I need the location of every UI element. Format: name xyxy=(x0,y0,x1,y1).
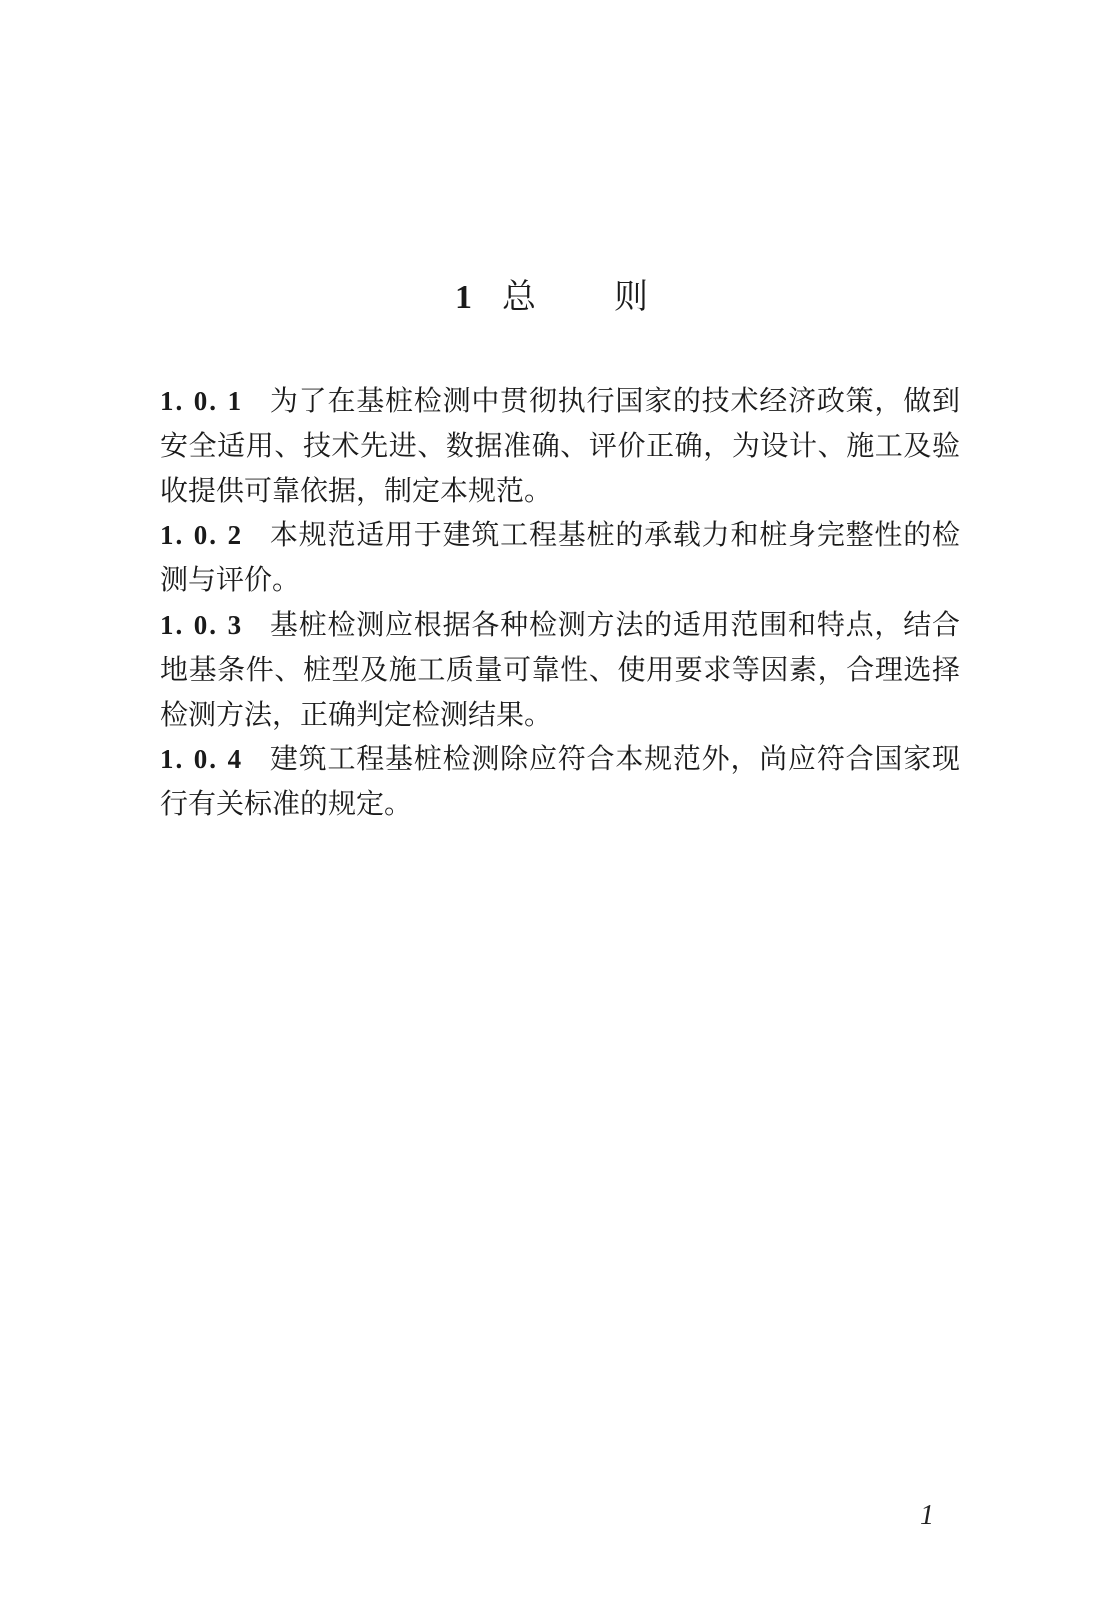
chapter-number: 1 xyxy=(455,279,472,316)
chapter-title xyxy=(0,272,1103,323)
clause-1-0-4 xyxy=(160,737,960,827)
clause-number: 1. 0. 1 xyxy=(160,386,244,416)
clause-1-0-1 xyxy=(160,379,960,513)
clause-number: 1. 0. 3 xyxy=(160,609,244,640)
chapter-body xyxy=(160,379,960,827)
clause-text: 本规范适用于建筑工程基桩的承载力和桩身完整性的检测与评价。 xyxy=(160,518,960,597)
chapter-title-char-1: 总 xyxy=(502,277,536,317)
chapter-title-char-2: 则 xyxy=(614,277,648,317)
clause-1-0-2 xyxy=(160,513,960,603)
clause-number: 1. 0. 2 xyxy=(160,520,244,551)
clause-text: 建筑工程基桩检测除应符合本规范外，尚应符合国家现行有关标准的规定。 xyxy=(160,742,960,821)
clause-1-0-3 xyxy=(160,603,960,737)
page-number: 1 xyxy=(920,1500,934,1531)
clause-number: 1. 0. 4 xyxy=(160,744,244,775)
clause-text: 为了在基桩检测中贯彻执行国家的技术经济政策，做到安全适用、技术先进、数据准确、评价正确，为设计、施工及验收提供可靠依据，制定本规范。 xyxy=(160,384,960,507)
clause-text: 基桩检测应根据各种检测方法的适用范围和特点，结合地基条件、桩型及施工质量可靠性、使用要求等因素，合理选择检测方法，正确判定检测结果。 xyxy=(160,607,960,731)
